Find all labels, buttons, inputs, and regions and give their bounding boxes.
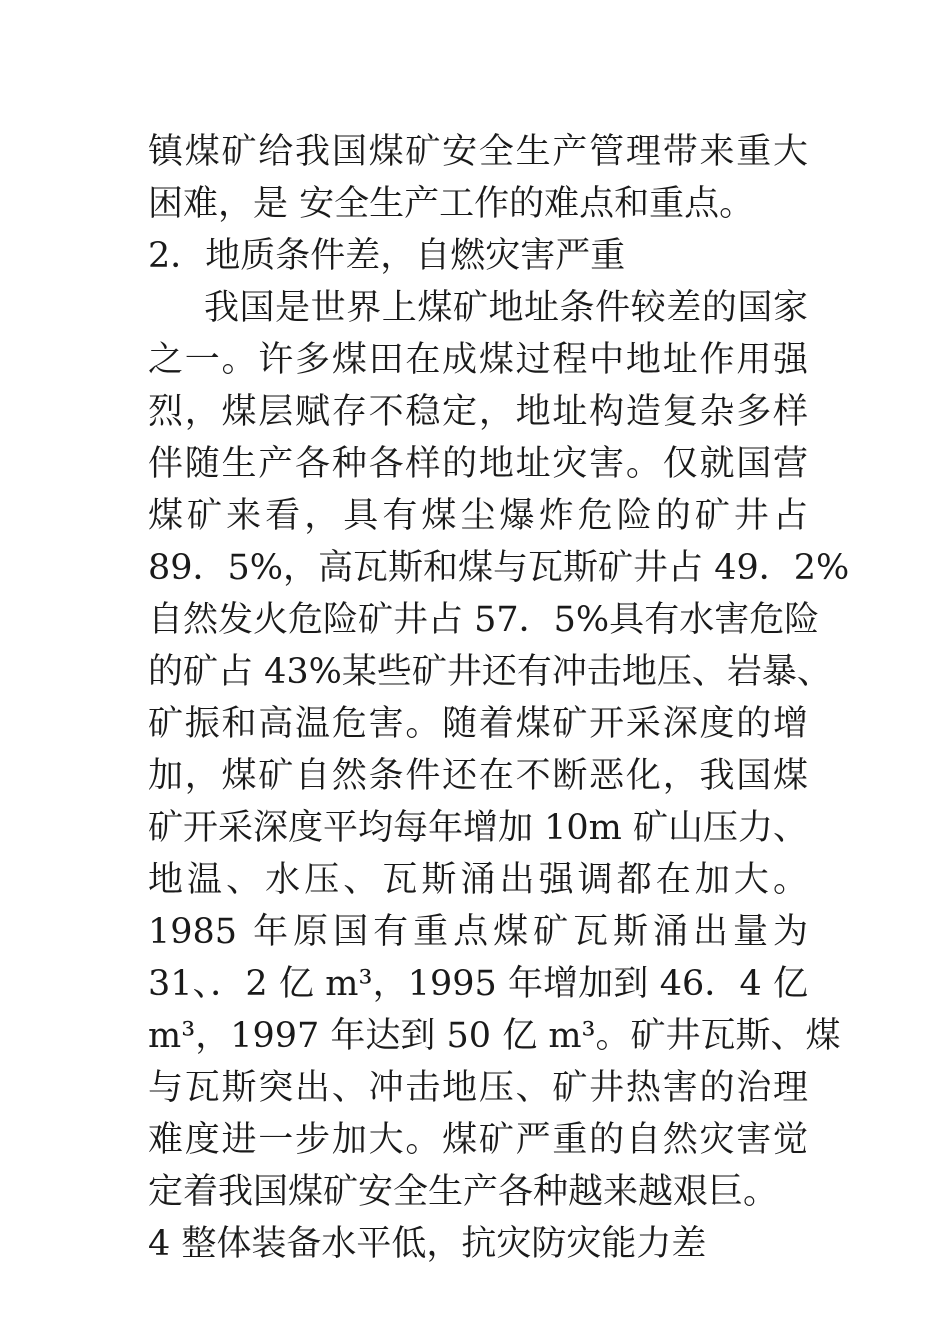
text-line: 之一。许多煤田在成煤过程中地址作用强 [148, 340, 808, 380]
text-line: 镇煤矿给我国煤矿安全生产管理带来重大 [148, 132, 808, 172]
text-line: 加，煤矿自然条件还在不断恶化，我国煤 [148, 756, 808, 796]
text-line: 煤矿来看，具有煤尘爆炸危险的矿井占 [148, 496, 808, 536]
text-line: 困难，是 安全生产工作的难点和重点。 [148, 184, 755, 224]
section-heading: 2．地质条件差，自燃灾害严重 [148, 236, 626, 276]
text-line: 定着我国煤矿安全生产各种越来越艰巨。 [148, 1172, 779, 1212]
text-line: 1985 年原国有重点煤矿瓦斯涌出量为 [148, 912, 808, 952]
text-line: 与瓦斯突出、冲击地压、矿井热害的治理 [148, 1068, 808, 1108]
text-line: 烈，煤层赋存不稳定，地址构造复杂多样 [148, 392, 808, 432]
paragraph-first-line: 我国是世界上煤矿地址条件较差的国家 [204, 288, 808, 328]
text-line: 矿开采深度平均每年增加 10m 矿山压力、 [148, 808, 808, 848]
text-line: m³，1997 年达到 50 亿 m³。矿井瓦斯、煤 [148, 1016, 841, 1056]
text-line: 自然发火危险矿井占 57．5%具有水害危险 [148, 600, 820, 640]
text-line: 地温、水压、瓦斯涌出强调都在加大。 [148, 860, 808, 900]
text-line: 难度进一步加大。煤矿严重的自然灾害觉 [148, 1120, 808, 1160]
text-line: 31、．2 亿 m³，1995 年增加到 46．4 亿 [148, 964, 808, 1004]
text-line: 的矿占 43%某些矿井还有冲击地压、岩暴、 [148, 652, 832, 692]
text-line: 伴随生产各种各样的地址灾害。仅就国营 [148, 444, 808, 484]
section-heading: 4 整体装备水平低，抗灾防灾能力差 [148, 1224, 707, 1264]
text-line: 89．5%，高瓦斯和煤与瓦斯矿井占 49．2% [148, 548, 850, 588]
text-line: 矿振和高温危害。随着煤矿开采深度的增 [148, 704, 808, 744]
